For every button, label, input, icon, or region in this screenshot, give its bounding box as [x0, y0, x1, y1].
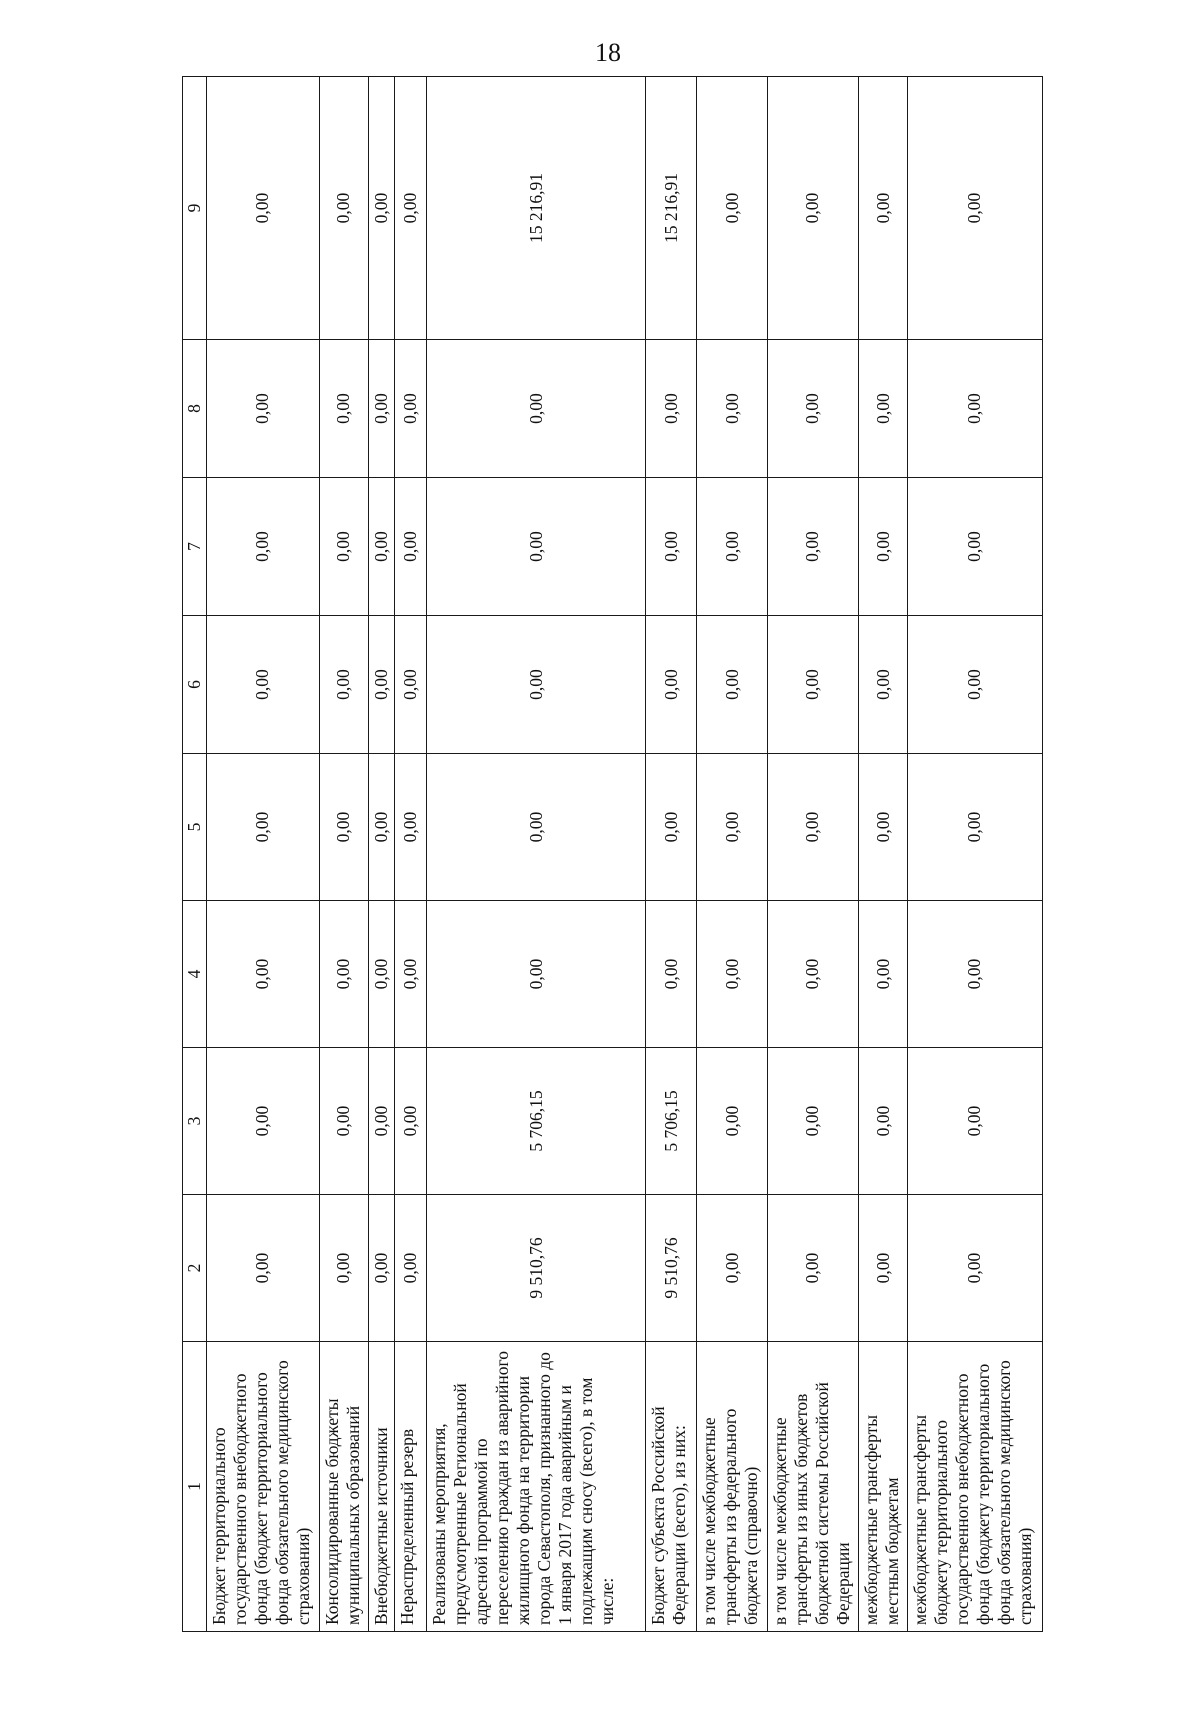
table-cell: 0,00 — [859, 901, 907, 1048]
table-row — [395, 77, 427, 1632]
table-cell: 0,00 — [395, 1048, 427, 1195]
table-cell: 0,00 — [767, 77, 859, 340]
table-cell: 0,00 — [206, 340, 319, 478]
table-cell: 0,00 — [206, 754, 319, 901]
table-cell: 0,00 — [767, 1195, 859, 1342]
table-cell: 0,00 — [859, 478, 907, 616]
column-header: 8 — [183, 340, 207, 478]
column-header: 1 — [183, 1342, 207, 1632]
row-label: в том числе межбюджетные трансферты из федерального бюджета (справочно) — [697, 1342, 767, 1632]
table-cell: 0,00 — [368, 754, 395, 901]
table-cell: 0,00 — [697, 1195, 767, 1342]
table-cell: 0,00 — [767, 616, 859, 754]
table-cell: 0,00 — [320, 616, 368, 754]
table-cell: 0,00 — [427, 478, 646, 616]
table-cell: 0,00 — [395, 1195, 427, 1342]
row-label: в том числе межбюджетные трансферты из иных бюджетов бюджетной системы Российской Федерации — [767, 1342, 859, 1632]
column-header: 9 — [183, 77, 207, 340]
table-cell: 0,00 — [907, 478, 1042, 616]
row-label: Бюджет субъекта Российской Федерации (всего), из них: — [645, 1342, 697, 1632]
table-cell: 0,00 — [907, 77, 1042, 340]
table-cell: 0,00 — [320, 77, 368, 340]
table-cell: 0,00 — [767, 1048, 859, 1195]
table-cell: 0,00 — [368, 901, 395, 1048]
table-cell: 0,00 — [907, 616, 1042, 754]
table-cell: 0,00 — [859, 754, 907, 901]
table-row — [206, 77, 319, 1632]
table-cell: 0,00 — [427, 901, 646, 1048]
row-label: Реализованы мероприятия, предусмотренные Региональной адресной программой по переселению граждан из аварийного жилищного фонда на территории города Севастополя, признанного до 1 января 2017 года аварийным и подлежащим сносу (всего), в том числе: — [427, 1342, 646, 1632]
table-cell: 5 706,15 — [427, 1048, 646, 1195]
row-label: Бюджет территориального государственного внебюджетного фонда (бюджет территориального фонда обязательного медицинского страхования) — [206, 1342, 319, 1632]
table-cell: 0,00 — [427, 754, 646, 901]
table-cell: 0,00 — [907, 340, 1042, 478]
table-cell: 0,00 — [859, 616, 907, 754]
table-cell: 0,00 — [645, 340, 697, 478]
table-cell: 0,00 — [767, 340, 859, 478]
table-cell: 0,00 — [206, 1195, 319, 1342]
table-cell: 0,00 — [206, 77, 319, 340]
table-cell: 0,00 — [395, 616, 427, 754]
table-cell: 0,00 — [859, 340, 907, 478]
table-cell: 0,00 — [395, 77, 427, 340]
table-row — [368, 77, 395, 1632]
table-cell: 5 706,15 — [645, 1048, 697, 1195]
table-row — [427, 77, 646, 1632]
header-row — [183, 77, 207, 1632]
table-cell: 15 216,91 — [645, 77, 697, 340]
table-cell: 0,00 — [697, 340, 767, 478]
table-cell: 0,00 — [767, 754, 859, 901]
table-row — [767, 77, 859, 1632]
table-cell: 9 510,76 — [427, 1195, 646, 1342]
column-header: 5 — [183, 754, 207, 901]
table-cell: 15 216,91 — [427, 77, 646, 340]
table-cell: 0,00 — [368, 1195, 395, 1342]
table-cell: 0,00 — [859, 77, 907, 340]
table-row — [907, 77, 1042, 1632]
budget-table — [182, 76, 1043, 1632]
table-row — [697, 77, 767, 1632]
row-label: Внебюджетные источники — [368, 1342, 395, 1632]
row-label: межбюджетные трансферты местным бюджетам — [859, 1342, 907, 1632]
table-row — [645, 77, 697, 1632]
table-cell: 0,00 — [427, 616, 646, 754]
table-cell: 0,00 — [767, 478, 859, 616]
page-number: 18 — [595, 38, 621, 67]
column-header: 3 — [183, 1048, 207, 1195]
column-header: 7 — [183, 478, 207, 616]
row-label: Консолидированные бюджеты муниципальных образований — [320, 1342, 368, 1632]
table-cell: 9 510,76 — [645, 1195, 697, 1342]
table-cell: 0,00 — [320, 1048, 368, 1195]
table-cell: 0,00 — [645, 901, 697, 1048]
table-cell: 0,00 — [697, 478, 767, 616]
table-cell: 0,00 — [320, 340, 368, 478]
column-header: 6 — [183, 616, 207, 754]
table-cell: 0,00 — [320, 1195, 368, 1342]
table-cell: 0,00 — [859, 1195, 907, 1342]
table-cell: 0,00 — [368, 616, 395, 754]
table-cell: 0,00 — [907, 1195, 1042, 1342]
table-cell: 0,00 — [368, 1048, 395, 1195]
table-cell: 0,00 — [368, 478, 395, 616]
table-cell: 0,00 — [395, 754, 427, 901]
table-cell: 0,00 — [907, 754, 1042, 901]
table-cell: 0,00 — [206, 616, 319, 754]
column-header: 4 — [183, 901, 207, 1048]
table-cell: 0,00 — [206, 901, 319, 1048]
table-cell: 0,00 — [320, 901, 368, 1048]
table-cell: 0,00 — [697, 1048, 767, 1195]
table-cell: 0,00 — [206, 478, 319, 616]
table-cell: 0,00 — [395, 478, 427, 616]
table-cell: 0,00 — [697, 77, 767, 340]
table-cell: 0,00 — [320, 478, 368, 616]
table-cell: 0,00 — [427, 340, 646, 478]
table-cell: 0,00 — [697, 901, 767, 1048]
table-cell: 0,00 — [645, 616, 697, 754]
row-label: межбюджетные трансферты бюджету территориального государственного внебюджетного фонда (бюджету территориального фонда обязательного медицинского страхования) — [907, 1342, 1042, 1632]
table-cell: 0,00 — [907, 1048, 1042, 1195]
table-cell: 0,00 — [206, 1048, 319, 1195]
table-cell: 0,00 — [907, 901, 1042, 1048]
table-cell: 0,00 — [395, 340, 427, 478]
table-cell: 0,00 — [368, 340, 395, 478]
table-cell: 0,00 — [859, 1048, 907, 1195]
table-cell: 0,00 — [368, 77, 395, 340]
row-label: Нераспределенный резерв — [395, 1342, 427, 1632]
table-row — [859, 77, 907, 1632]
table-cell: 0,00 — [697, 754, 767, 901]
column-header: 2 — [183, 1195, 207, 1342]
table-cell: 0,00 — [320, 754, 368, 901]
table-cell: 0,00 — [767, 901, 859, 1048]
rotated-table-wrapper — [182, 77, 1043, 1632]
table-cell: 0,00 — [645, 754, 697, 901]
table-cell: 0,00 — [697, 616, 767, 754]
table-row — [320, 77, 368, 1632]
table-cell: 0,00 — [645, 478, 697, 616]
table-cell: 0,00 — [395, 901, 427, 1048]
